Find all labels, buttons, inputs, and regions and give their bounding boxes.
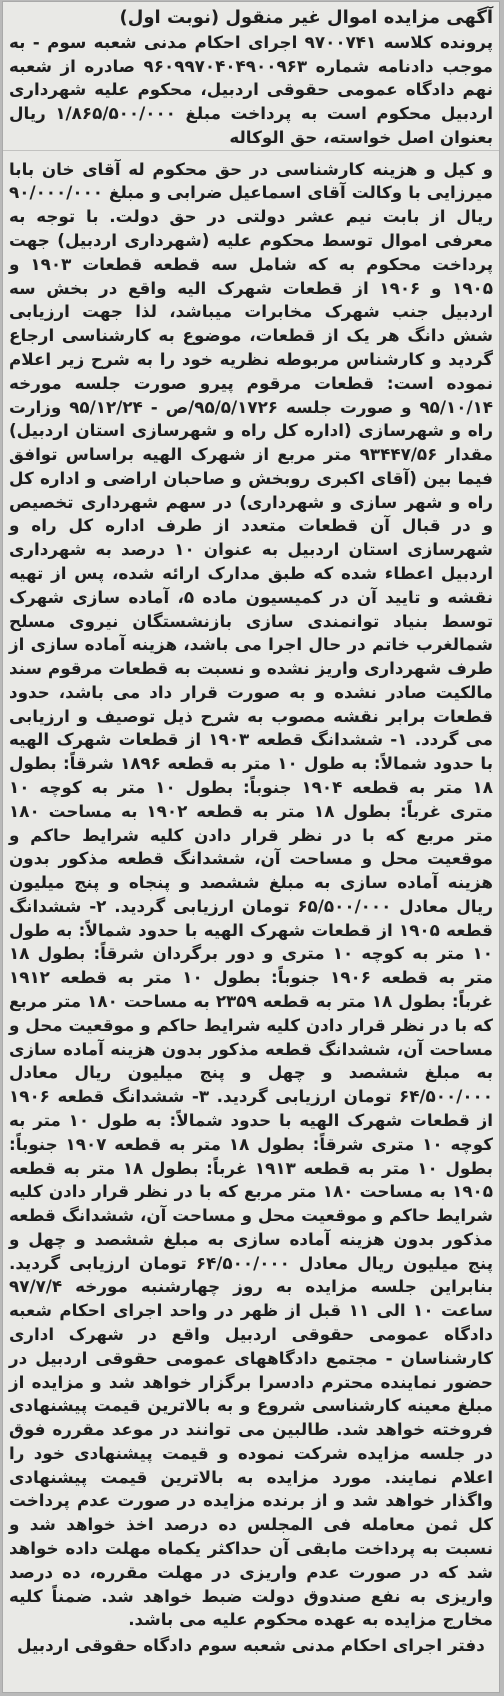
notice-signature: دفتر اجرای احکام مدنی شعبه سوم دادگاه حقوقی اردبیل: [17, 1635, 485, 1656]
notice-case-paragraph: پرونده کلاسه ۹۷۰۰۷۴۱ اجرای احکام مدنی شعبه سوم - به موجب دادنامه شماره ۹۶۰۹۹۷۰۴۰۴۹۰۰۹۶۳ صادره از شعبه نهم دادگاه عمومی حقوقی اردبیل، محکوم علیه شهرداری اردبیل محکوم است به پرداخت مبلغ ۱/۸۶۵/۵۰۰/۰۰۰ ریال بعنوان اصل خواسته، حق الوکاله: [9, 31, 493, 147]
newspaper-clipping: [3, 2, 499, 1692]
column-break: [9, 150, 493, 158]
notice-headline: آگهی مزایده اموال غیر منقول (نوبت اول): [119, 7, 493, 28]
auction-notice: [9, 6, 493, 1686]
notice-body-paragraph: و کیل و هزینه کارشناسی در حق محکوم له آقای خان بابا میرزایی با وکالت آقای اسماعیل ضرابی و مبلغ ۹۰/۰۰۰/۰۰۰ ریال از بابت نیم عشر دولتی در حق دولت. با توجه به معرفی اموال توسط محکوم علیه (شهرداری اردبیل) جهت پرداخت محکوم به که شامل سه قطعه قطعات ۱۹۰۳ و ۱۹۰۵ و ۱۹۰۶ از قطعات شهرک الیه واقع در بخش سه اردبیل جنب شهرک مخابرات میباشد، لذا جهت ارزیابی شش دانگ هر یک از قطعات، موضوع به کارشناسی ارجاع گردید و کارشناس مربوطه نظریه خود را به شرح زیر اعلام نموده است: قطعات مرقوم پیرو صورت جلسه مورخه ۹۵/۱۰/۱۴ و صورت جلسه ۹۵/۵/۱۷۲۶/ص - ۹۵/۱۲/۲۴ وزارت راه و شهرسازی (اداره کل راه و شهرسازی استان اردبیل) مقدار ۹۳۴۴۷/۵۶ متر مربع از شهرک الهیه براساس توافق فیما بین (آقای اکبری روبخش و صاحبان اراضی و اداره کل راه و شهر سازی و شهرداری) در سهم شهرداری تخصیص و در قبال آن قطعات متعدد از طرف اداره کل راه و شهرسازی استان اردبیل به عنوان ۱۰ درصد به شهرداری اردبیل اعطاء شده که طبق مدارک ارائه شده، پس از تهیه نقشه و تایید آن در کمیسیون ماده ۵، آماده سازی شهرک توسط بنیاد توانمندی سازی بازنشستگان نیروی مسلح شمالغرب خاتم در حال اجرا می باشد، هزینه آماده سازی از طرف شهرداری واریز نشده و نسبت به قطعات مرقوم سند مالکیت صادر نشده و به صورت قرار داد می باشد، حدود قطعات برابر نقشه مصوب به شرح ذیل توصیف و ارزیابی می گردد. ۱- ششدانگ قطعه ۱۹۰۳ از قطعات شهرک الهیه با حدود شمالاً: به طول ۱۰ متر به قطعه ۱۸۹۶ شرقاً: بطول ۱۸ متر به قطعه ۱۹۰۴ جنوباً: بطول ۱۰ متر به کوچه ۱۰ متری غرباً: بطول ۱۸ متر به قطعه ۱۹۰۲ به مساحت ۱۸۰ متر مربع که با در نظر قرار دادن کلیه شرایط حاکم و موقعیت محل و مساحت آن، ششدانگ قطعه مذکور بدون هزینه آماده سازی به مبلغ ششصد و پنجاه و پنج میلیون ریال معادل ۶۵/۵۰۰/۰۰۰ تومان ارزیابی گردید. ۲- ششدانگ قطعه ۱۹۰۵ از قطعات شهرک الهیه با حدود شمالاً: به طول ۱۰ متر به کوچه ۱۰ متری و دور برگردان شرقاً: بطول ۱۸ متر به قطعه ۱۹۰۶ جنوباً: بطول ۱۰ متر به قطعه ۱۹۱۲ غرباً: بطول ۱۸ متر به قطعه ۲۳۵۹ به مساحت ۱۸۰ متر مربع که با در نظر قرار دادن کلیه شرایط حاکم و موقعیت محل و مساحت آن، ششدانگ قطعه مذکور بدون هزینه آماده سازی به مبلغ ششصد و چهل و پنج میلیون ریال معادل ۶۴/۵۰۰/۰۰۰ تومان ارزیابی گردید. ۳- ششدانگ قطعه ۱۹۰۶ از قطعات شهرک الهیه با حدود شمالاً: به طول ۱۰ متر به کوچه ۱۰ متری شرقاً: بطول ۱۸ متر به قطعه ۱۹۰۷ جنوباً: بطول ۱۰ متر به قطعه ۱۹۱۳ غرباً: بطول ۱۸ متر به قطعه ۱۹۰۵ به مساحت ۱۸۰ متر مربع که با در نظر قرار دادن کلیه شرایط حاکم و موقعیت محل و مساحت آن، ششدانگ قطعه مذکور بدون هزینه آماده سازی به مبلغ ششصد و چهل و پنج میلیون ریال معادل ۶۴/۵۰۰/۰۰۰ تومان ارزیابی گردید. بنابراین جلسه مزایده به روز چهارشنبه مورخه ۹۷/۷/۴ ساعت ۱۰ الی ۱۱ قبل از ظهر در واحد اجرای احکام شعبه دادگاه عمومی حقوقی اردبیل واقع در شهرک اداری کارشناسان - مجتمع دادگاههای عمومی حقوقی اردبیل در حضور نماینده محترم دادسرا برگزار خواهد شد و مزایده از مبلغ معینه کارشناسی شروع و به بالاترین قیمت پیشنهادی فروخته خواهد شد. طالبین می توانند در موعد مقرره فوق در جلسه مزایده شرکت نموده و قیمت پیشنهادی خود را اعلام نمایند. مورد مزایده به بالاترین قیمت پیشنهادی واگذار خواهد شد و از برنده مزایده در صورت عدم پرداخت کل ثمن معامله فی المجلس ده درصد اخذ خواهد شد و نسبت به پرداخت مابقی آن حداکثر یکماه مهلت داده خواهد شد که در صورت عدم واریزی در مهلت مقرره، ده درصد واریزی به نفع صندوق دولت ضبط خواهد شد. ضمناً کلیه مخارج مزایده به عهده محکوم علیه می باشد.: [9, 158, 494, 1630]
